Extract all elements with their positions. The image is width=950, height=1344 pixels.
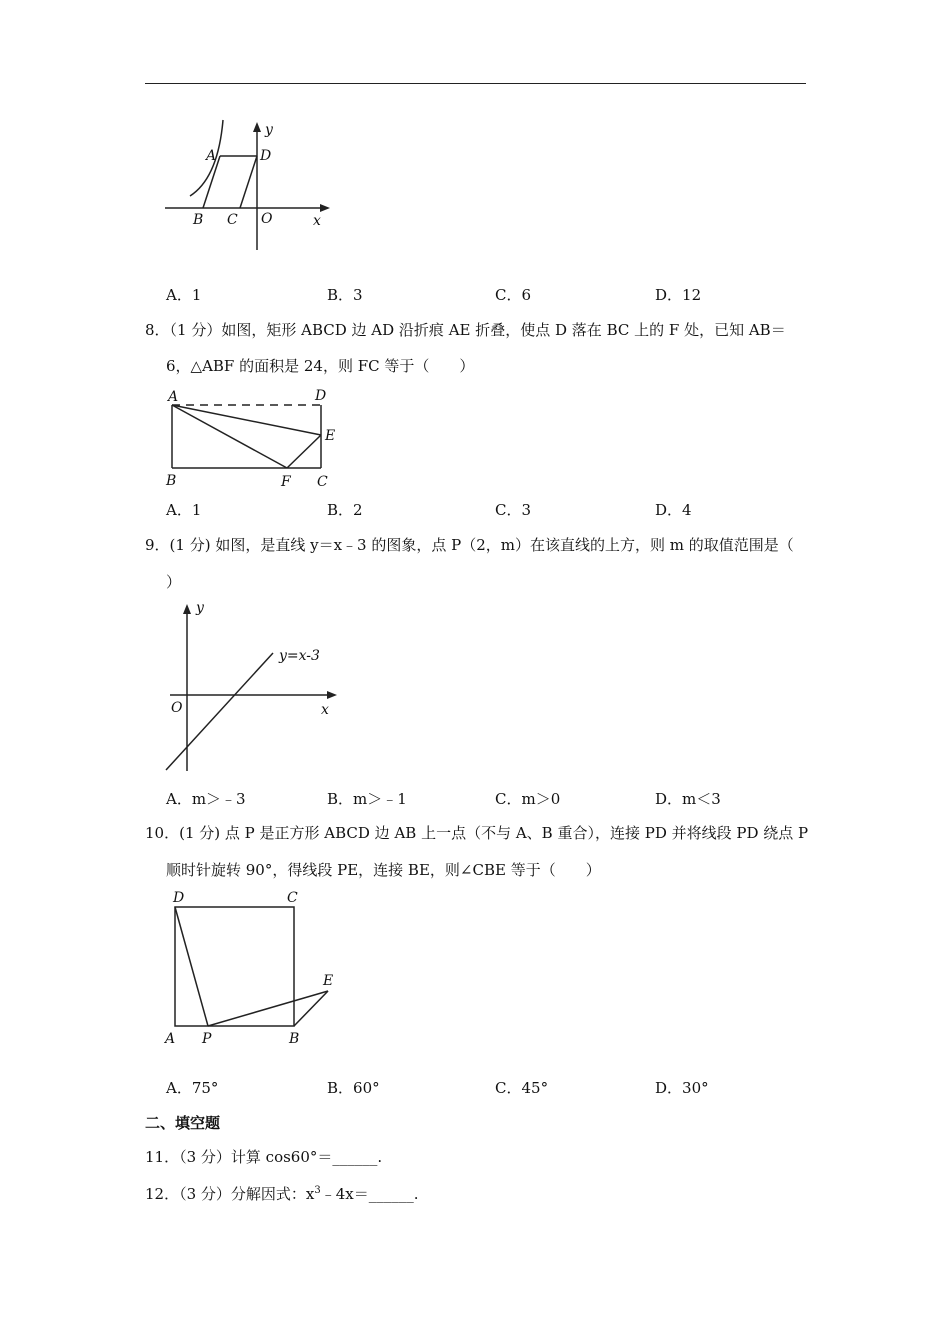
q9-stem-line2: ） [166,573,182,591]
q9-figure [160,596,350,776]
q7-option-c[interactable]: C．6 [495,286,532,304]
header-rule [145,83,806,84]
q10-option-d[interactable]: D．30° [655,1079,709,1097]
q9-label-o: O [171,700,183,716]
q10-stem-line1: 10．(1 分) 点 P 是正方形 ABCD 边 AB 上一点（不与 A、B 重合），连接 PD 并将线段 PD 绕点 P [145,824,809,842]
q12-prefix: 12．（3 分）分解因式：x [145,1185,315,1203]
q8-label-e: E [325,428,336,444]
q10-label-e: E [323,973,334,989]
q7-label-x: x [313,213,321,229]
q9-label-x: x [321,702,329,718]
q12-suffix: ﹣4x＝______. [320,1185,419,1203]
q10-option-a[interactable]: A．75° [166,1079,219,1097]
section-title-fill-in: 二、填空题 [145,1114,221,1132]
q8-stem-line1: 8．（1 分）如图，矩形 ABCD 边 AD 沿折痕 AE 折叠，使点 D 落在 BC 上的 F 处，已知 AB＝ [145,321,786,339]
q8-option-d[interactable]: D．4 [655,501,692,519]
q7-figure [160,118,340,258]
q12-superscript: 3 [314,1185,321,1196]
q7-label-y: y [265,122,273,138]
q8-stem-line2: 6，△ABF 的面积是 24，则 FC 等于（ ） [166,357,475,375]
q10-option-c[interactable]: C．45° [495,1079,549,1097]
q7-option-d[interactable]: D．12 [655,286,702,304]
q7-label-c: C [227,212,238,228]
q7-label-o: O [261,211,273,227]
q8-option-a[interactable]: A．1 [166,501,202,519]
q9-option-c[interactable]: C．m＞0 [495,790,561,808]
q9-option-d[interactable]: D．m＜3 [655,790,721,808]
q8-option-c[interactable]: C．3 [495,501,532,519]
q10-figure [160,886,350,1051]
q7-option-b[interactable]: B．3 [327,286,363,304]
q11-text: 11．（3 分）计算 cos60°＝______. [145,1148,383,1166]
q10-label-p: P [202,1031,212,1047]
q9-line-label: y=x-3 [279,648,320,664]
q7-label-d: D [260,148,272,164]
q8-label-d: D [315,388,327,404]
q9-label-y: y [196,600,204,616]
q9-stem-line1: 9．(1 分) 如图，是直线 y＝x﹣3 的图象，点 P（2，m）在该直线的上方，则 m 的取值范围是（ [145,536,794,554]
q10-option-b[interactable]: B．60° [327,1079,380,1097]
q8-label-c: C [317,474,328,490]
q7-option-a[interactable]: A．1 [166,286,202,304]
q7-label-a: A [206,148,217,164]
q10-label-d: D [173,890,185,906]
q10-label-b: B [289,1031,300,1047]
q8-option-b[interactable]: B．2 [327,501,363,519]
q10-stem-line2: 顺时针旋转 90°，得线段 PE，连接 BE，则∠CBE 等于（ ） [166,861,601,879]
q9-option-b[interactable]: B．m＞﹣1 [327,790,407,808]
q8-figure [160,384,350,494]
q8-label-f: F [281,474,291,490]
q10-label-c: C [287,890,298,906]
q12-text [145,1181,419,1204]
q7-label-b: B [193,212,204,228]
q10-label-a: A [165,1031,176,1047]
q9-option-a[interactable]: A．m＞﹣3 [166,790,246,808]
q8-label-b: B [166,473,177,489]
q8-label-a: A [168,389,179,405]
